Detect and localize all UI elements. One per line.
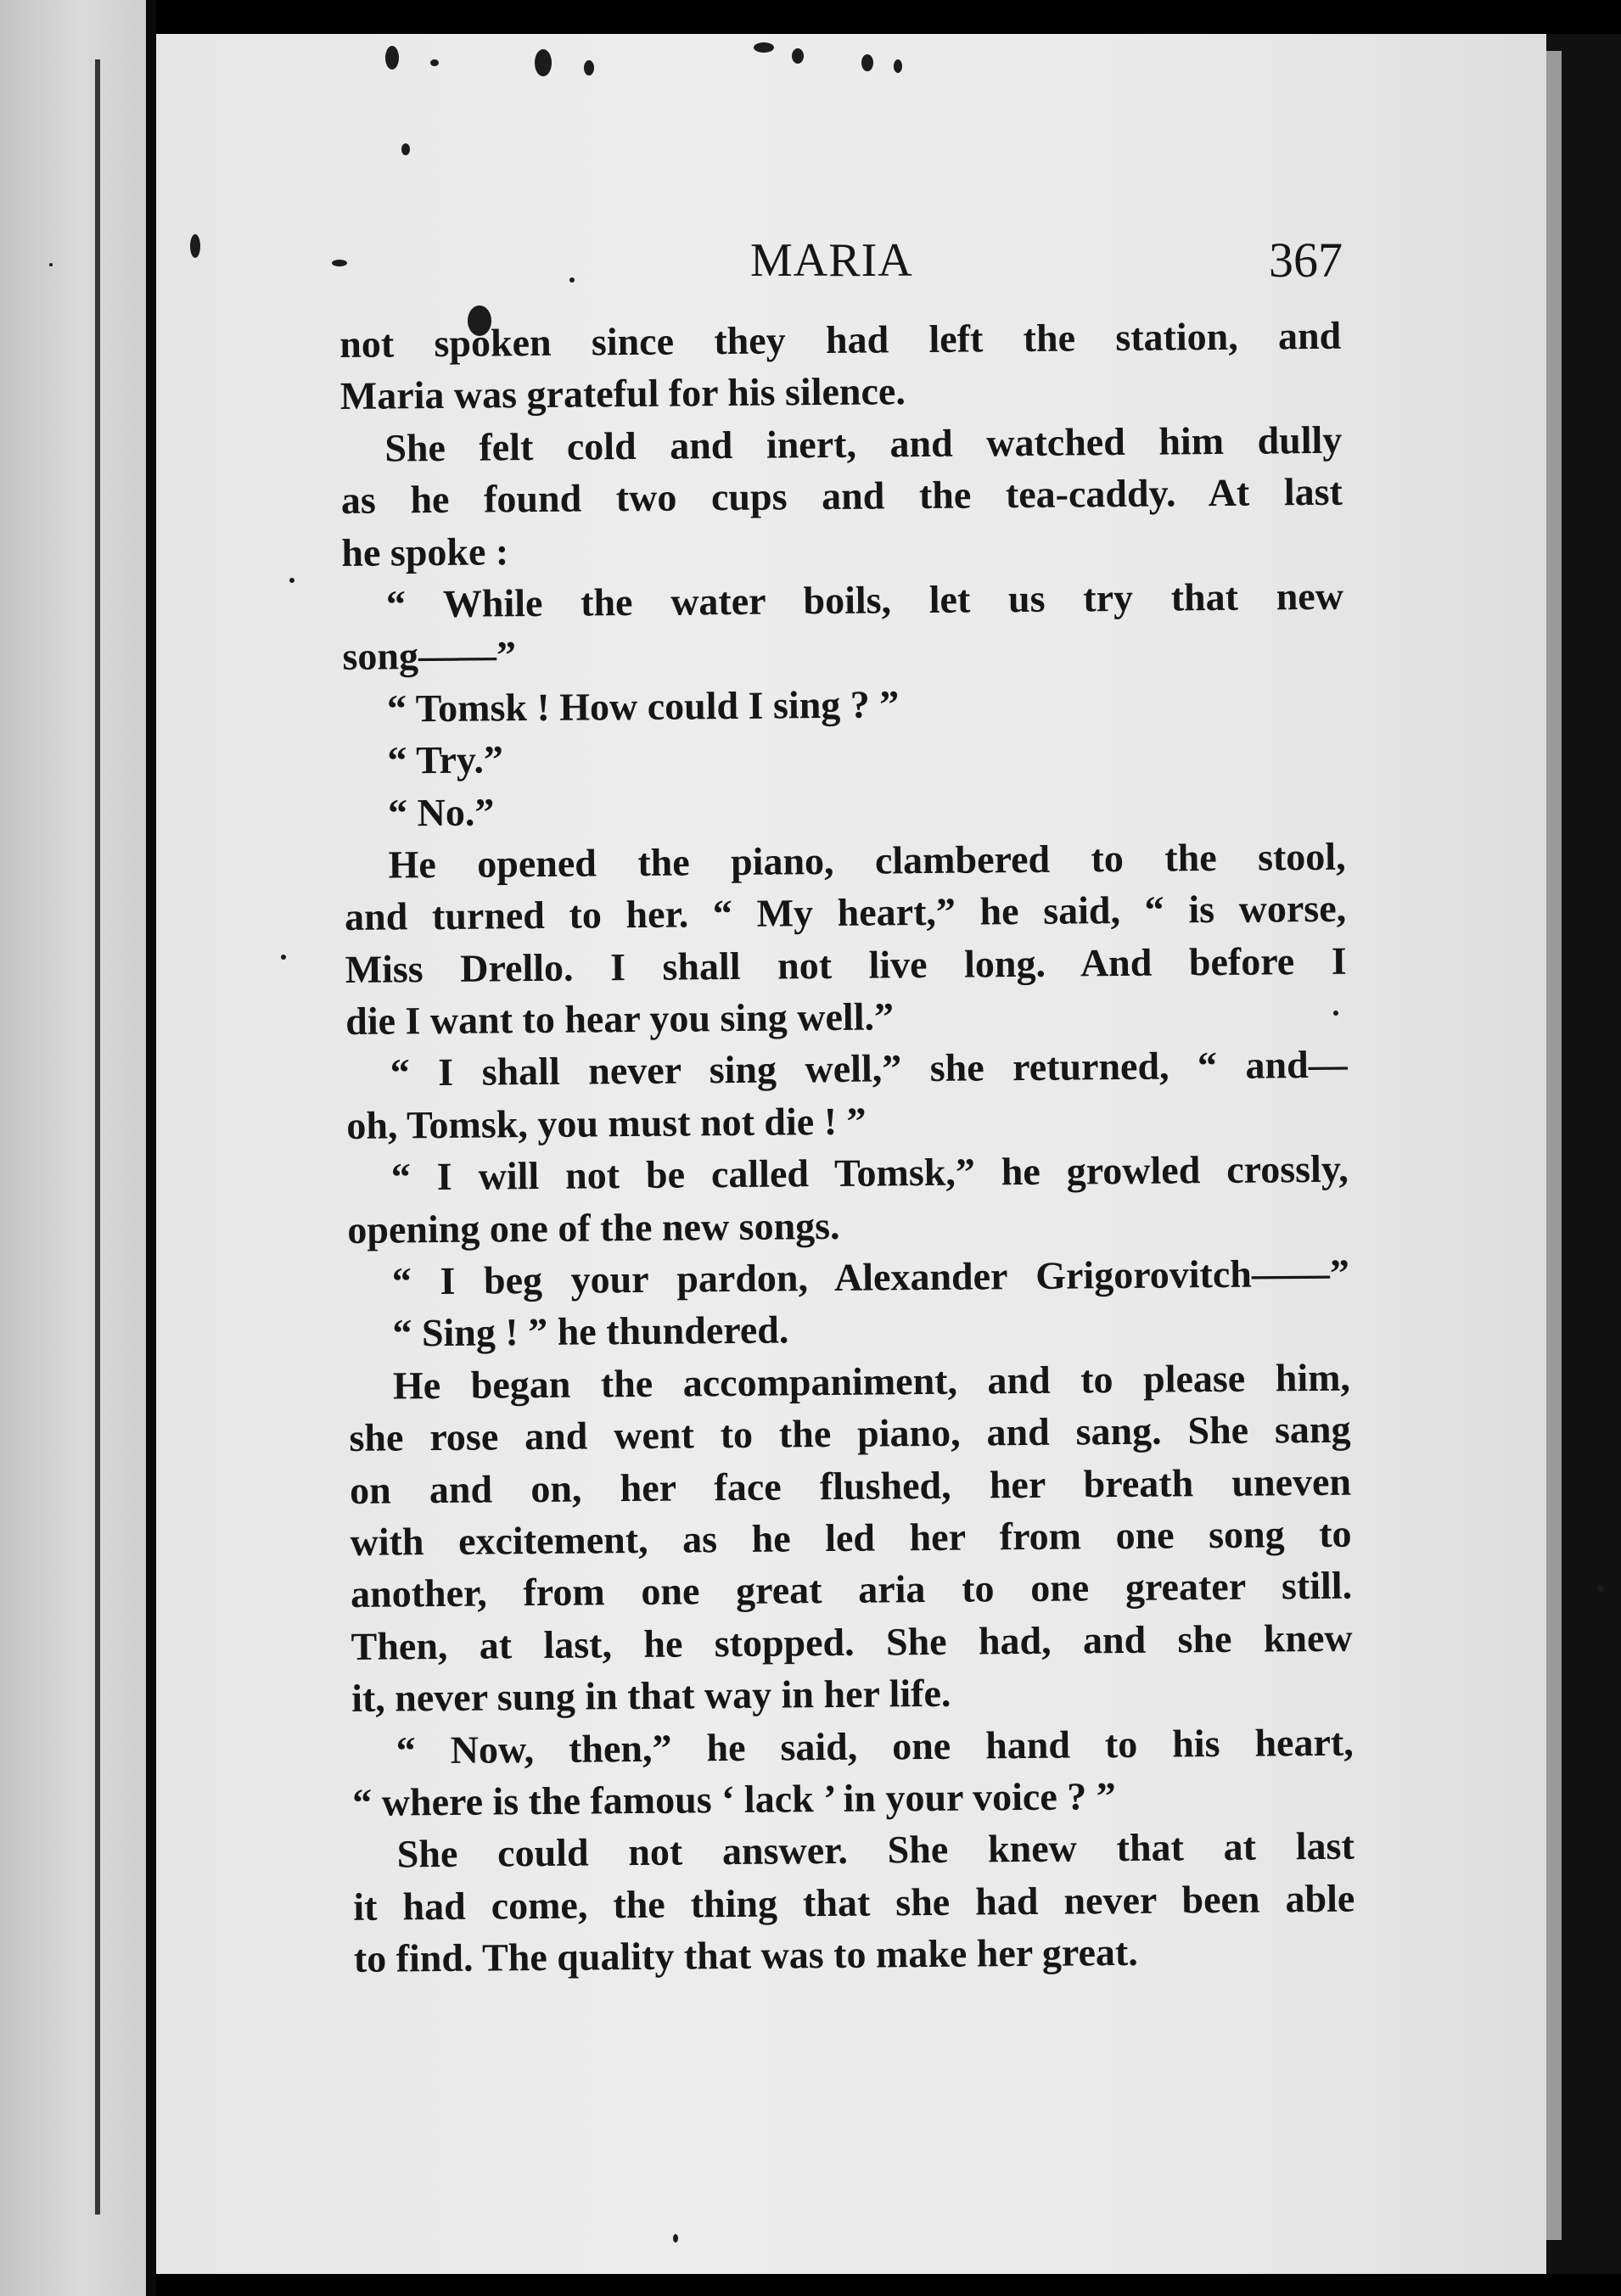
speck — [385, 46, 399, 70]
text-line: He began the accompaniment, and to please him, — [392, 1355, 1351, 1408]
text-line: oh, Tomsk, you must not die ! ” — [346, 1099, 867, 1147]
speck — [673, 2234, 678, 2243]
text-line: as he found two cups and the tea-caddy. At last — [340, 469, 1343, 523]
text-line: “ I shall never sing well,” she returned, “ and— — [390, 1043, 1348, 1095]
text-line: She felt cold and inert, and watched him dully — [384, 417, 1343, 470]
speck — [894, 59, 902, 73]
text-line: “ where is the famous ‘ lack ’ in your voice ? ” — [352, 1774, 1116, 1824]
speck — [861, 54, 873, 71]
speck — [430, 59, 439, 66]
speck — [401, 143, 410, 155]
text-line: not spoken since they had left the station, and — [339, 313, 1342, 366]
speck — [792, 48, 804, 64]
text-line: to find. The quality that was to make her great. — [353, 1929, 1138, 1981]
text-line: die I want to hear you sing well.” — [345, 994, 895, 1044]
text-line: Maria was grateful for his silence. — [339, 369, 906, 418]
speck — [584, 60, 594, 76]
text-line: with excitement, as he led her from one song to — [350, 1511, 1352, 1564]
text-line: he spoke : — [341, 529, 509, 574]
text-line: she rose and went to the piano, and sang. She sang — [349, 1407, 1351, 1460]
text-line: and turned to her. “ My heart,” he said, “ is worse, — [344, 886, 1347, 939]
text-line: Miss Drello. I shall not live long. And before I — [345, 938, 1347, 991]
text-line: opening one of the new songs. — [347, 1203, 840, 1252]
speck — [1597, 1585, 1604, 1592]
text-line: “ Sing ! ” he thundered. — [392, 1308, 789, 1355]
text-line: “ Now, then,” he said, one hand to his heart, — [395, 1720, 1354, 1772]
text-line: it, never sung in that way in her life. — [351, 1671, 951, 1721]
body-text — [339, 310, 1355, 1985]
text-line: it had come, the thing that she had never been able — [353, 1876, 1355, 1929]
speck — [569, 277, 575, 283]
text-line: song——” — [342, 633, 517, 679]
text-line: “ I will not be called Tomsk,” he growled crossly, — [390, 1146, 1349, 1199]
speck — [754, 42, 774, 53]
text-line: He opened the piano, clambered to the stool, — [388, 834, 1346, 887]
text-line: She could not answer. She knew that at last — [396, 1823, 1355, 1876]
speck — [49, 263, 53, 266]
page-number: 367 — [1269, 232, 1343, 288]
speck — [190, 234, 200, 258]
speck — [289, 578, 294, 583]
text-line: “ While the water boils, let us try that new — [385, 574, 1344, 626]
text-line: another, from one great aria to one greater still. — [350, 1564, 1353, 1616]
text-line: “ Tomsk ! How could I sing ? ” — [386, 681, 900, 731]
text-line: on and on, her face flushed, her breath uneven — [349, 1459, 1352, 1512]
speck — [535, 49, 552, 76]
running-head: MARIA — [750, 234, 913, 287]
text-line: Then, at last, he stopped. She had, and she knew — [351, 1616, 1353, 1668]
speck — [281, 955, 286, 960]
text-line: “ I beg your pardon, Alexander Grigorovitch——” — [391, 1251, 1350, 1303]
speck — [332, 260, 347, 266]
text-line: “ Try.” — [387, 737, 504, 782]
text-line: “ No.” — [387, 789, 495, 835]
